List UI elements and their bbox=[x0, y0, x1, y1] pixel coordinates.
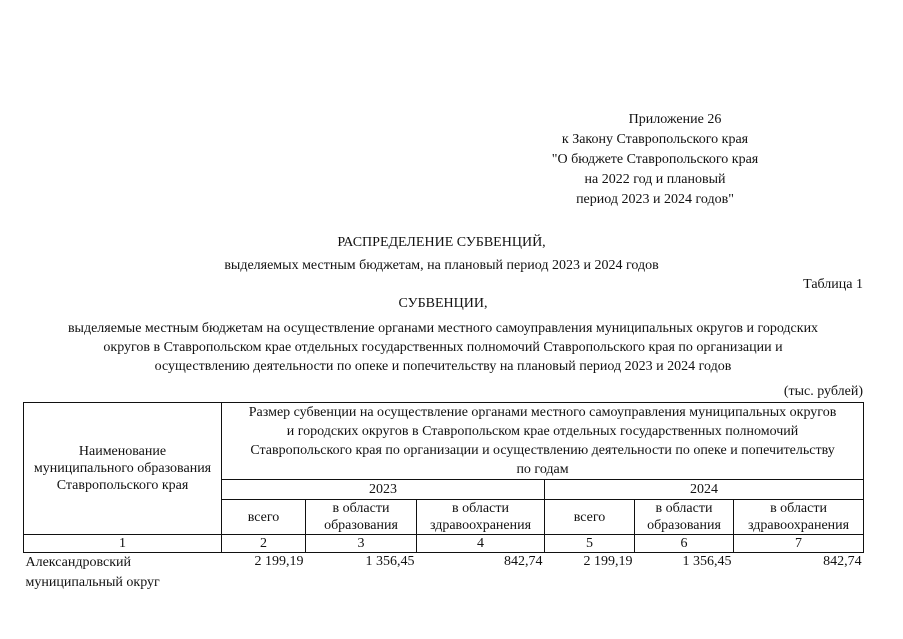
subheader-line: образования bbox=[647, 518, 721, 533]
table-header-row bbox=[24, 403, 864, 480]
section-line: округов в Ставропольском крае отдельных государственных полномочий Ставропольского края по организации и bbox=[103, 340, 783, 355]
subheader-health bbox=[417, 500, 545, 535]
value-2024-education: 1 356,45 bbox=[682, 554, 732, 569]
subheader-line: здравоохранения bbox=[429, 518, 532, 533]
appendix-line: "О бюджете Ставропольского края bbox=[551, 152, 759, 167]
subheader-line: в области bbox=[655, 501, 713, 516]
column-number: 4 bbox=[417, 535, 545, 553]
column-number: 3 bbox=[306, 535, 417, 553]
table-row bbox=[24, 553, 864, 594]
subheader-education bbox=[635, 500, 734, 535]
header-line: по годам bbox=[516, 462, 569, 477]
subheader-health bbox=[734, 500, 864, 535]
subheader-line: образования bbox=[324, 518, 398, 533]
header-line: и городских округов в Ставропольском крае отдельных государственных полномочий bbox=[286, 424, 799, 439]
header-line: Ставропольского края bbox=[56, 478, 189, 493]
column-number: 2 bbox=[222, 535, 306, 553]
column-number: 6 bbox=[635, 535, 734, 553]
column-number: 5 bbox=[545, 535, 635, 553]
amount-column-header bbox=[222, 403, 864, 480]
value-2023-health: 842,74 bbox=[504, 554, 543, 569]
appendix-line: к Закону Ставропольского края bbox=[561, 132, 749, 147]
section-description bbox=[0, 319, 886, 376]
year-header-2023: 2023 bbox=[222, 480, 545, 500]
section-line: выделяемые местным бюджетам на осуществление органами местного самоуправления муниципальных округов и городских bbox=[67, 321, 819, 336]
appendix-line: на 2022 год и плановый bbox=[584, 172, 726, 187]
header-line: Наименование bbox=[78, 444, 167, 459]
document-subtitle: выделяемых местным бюджетам, на плановый период 2023 и 2024 годов bbox=[224, 258, 659, 273]
name-column-header bbox=[24, 403, 222, 535]
value-2024-total: 2 199,19 bbox=[583, 554, 633, 569]
municipality-name-line: Александровский bbox=[25, 555, 132, 570]
table-label: Таблица 1 bbox=[803, 277, 863, 292]
year-header-2024: 2024 bbox=[545, 480, 864, 500]
value-2023-education: 1 356,45 bbox=[365, 554, 415, 569]
header-line: Размер субвенции на осуществление органами местного самоуправления муниципальных округов bbox=[248, 405, 837, 420]
appendix-line: Приложение 26 bbox=[628, 112, 722, 127]
header-line: муниципального образования bbox=[33, 461, 212, 476]
subheader-line: в области bbox=[770, 501, 827, 516]
subheader-total: всего bbox=[222, 500, 306, 535]
subheader-total: всего bbox=[545, 500, 635, 535]
value-2024-health: 842,74 bbox=[823, 554, 862, 569]
section-line: осуществлению деятельности по опеке и попечительству на плановый период 2023 и 2024 годов bbox=[154, 359, 732, 374]
column-number-row bbox=[24, 535, 864, 553]
subheader-line: в области bbox=[332, 501, 390, 516]
appendix-block bbox=[520, 110, 790, 210]
municipality-name bbox=[24, 553, 222, 594]
header-line: Ставропольского края по организации и осуществлению деятельности по опеке и попечительству bbox=[250, 443, 835, 458]
municipality-name-line: муниципальный округ bbox=[25, 575, 160, 590]
subheader-line: здравоохранения bbox=[747, 518, 850, 533]
subheader-education bbox=[306, 500, 417, 535]
section-title: СУБВЕНЦИИ, bbox=[398, 296, 488, 311]
subheader-line: в области bbox=[452, 501, 509, 516]
document-title: РАСПРЕДЕЛЕНИЕ СУБВЕНЦИЙ, bbox=[337, 235, 546, 250]
subsidies-table bbox=[23, 402, 864, 593]
column-number: 7 bbox=[734, 535, 864, 553]
units-label: (тыс. рублей) bbox=[783, 384, 863, 399]
appendix-line: период 2023 и 2024 годов" bbox=[576, 192, 734, 207]
value-2023-total: 2 199,19 bbox=[254, 554, 304, 569]
column-number: 1 bbox=[24, 535, 222, 553]
